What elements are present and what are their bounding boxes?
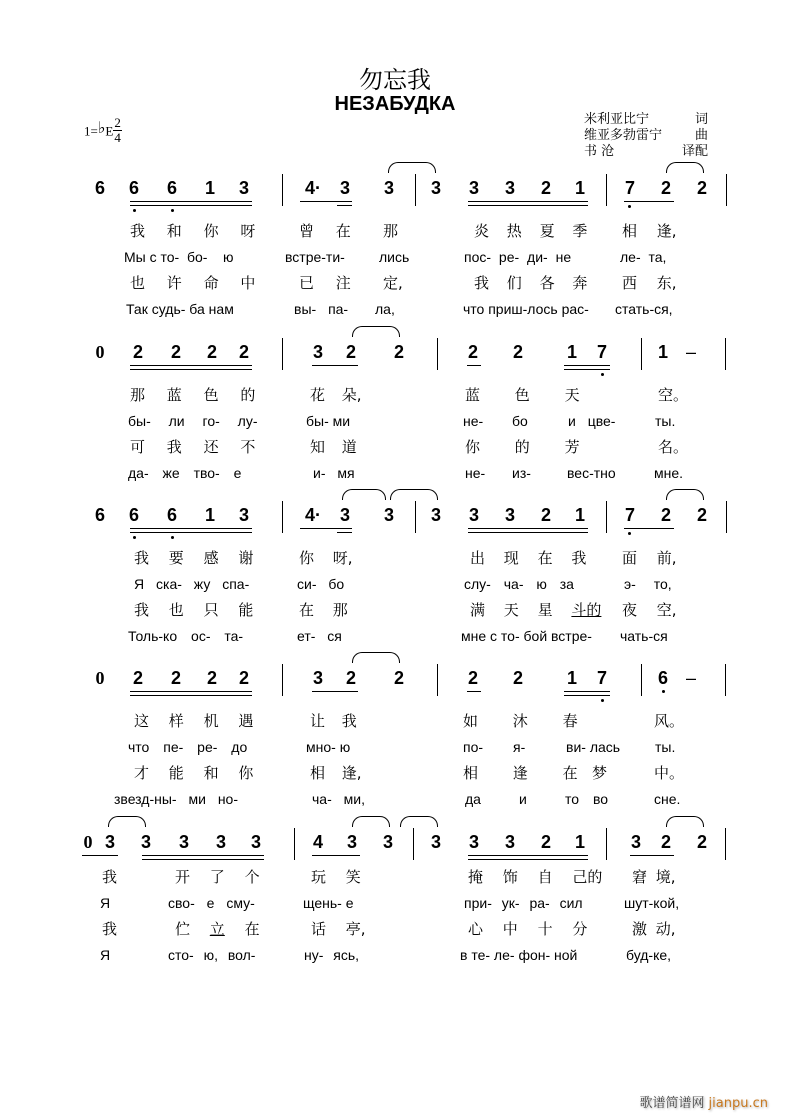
lyric-ru-verse2: ча- ми, [312,791,365,807]
note: 3 [468,505,479,525]
low-octave-dot [628,205,631,208]
note: 3 [140,832,151,852]
lyric-ru-verse2: то во [565,791,609,807]
note: 2 [696,832,707,852]
tie [352,816,390,827]
note: 3 [383,178,394,198]
lyric-cn-verse1: 那 [383,222,399,240]
lyric-cn-verse1: 开 了 个 [175,868,260,886]
sixteenth-beam [130,532,252,533]
lyric-ru-verse2: сто- ю, вол- [168,947,256,963]
lyric-ru-verse1: э- то, [624,576,672,592]
note: 3 [430,178,441,198]
note: 3 [339,505,350,525]
tie [388,162,436,173]
lyric-cn-verse2: 话 亭, [311,920,366,938]
sixteenth-beam [468,859,588,860]
lyric-ru-verse1: щень- е [303,895,354,911]
eighth-beam [630,855,674,856]
note: 3 [312,342,323,362]
sustain-dash: – [685,342,696,362]
sixteenth-beam [130,369,252,370]
lyric-cn-verse1: 窘 境, [632,868,676,886]
lyric-ru-verse2: Так судь- ба нам [126,301,234,317]
lyric-ru-verse2: вес-тно [567,465,616,481]
note: 3 [504,505,515,525]
tie [108,816,146,827]
note: 3 [178,832,189,852]
lyric-ru-verse2: и- мя [313,465,355,481]
note: 3 [382,832,393,852]
low-octave-dot [133,209,136,212]
barline [413,828,414,860]
note: 2 [345,668,356,688]
lyric-ru-verse1: пос- ре- ди- не [464,249,572,265]
lyric-ru-verse1: слу- ча- ю за [464,576,574,592]
lyric-cn-verse1: 我 [102,868,118,886]
barline [282,174,283,206]
note: 2 [660,178,671,198]
note: 1 [566,342,577,362]
note: 2 [206,668,217,688]
note: 2 [467,668,478,688]
song-title-russian: НЕЗАБУДКА [334,93,456,115]
note: 2 [660,832,671,852]
sixteenth-beam [142,859,264,860]
eighth-beam [130,201,252,202]
lyric-cn-verse2: 我 [102,920,118,938]
note: 3 [238,505,249,525]
lyric-ru-verse2: не- [465,465,486,481]
lyric-cn-verse1: 让 我 [310,712,357,730]
note: 6 [128,178,139,198]
barline [726,174,727,206]
sixteenth-beam [130,205,252,206]
lyric-cn-verse1: 我 要 感 谢 [134,549,254,567]
lyric-cn-verse2: 已 注 [299,274,351,292]
eighth-beam [564,365,610,366]
lyric-cn-verse2: 中。 [654,764,685,782]
lyric-ru-verse2: звезд-ны- ми но- [114,791,238,807]
key-prefix: 1= [84,123,98,139]
lyric-ru-verse2: что приш-лось рас- [463,301,589,317]
note: 2 [512,342,523,362]
tie [342,489,386,500]
credit-name: 米利亚比宁 [584,112,650,127]
note: 2 [467,342,478,362]
lyric-ru-verse2: стать-ся, [615,301,673,317]
lyric-cn-verse1: 那 蓝 色 的 [130,386,256,404]
note: 3 [238,178,249,198]
flat-icon: ♭ [97,120,106,138]
tie [666,489,704,500]
rest: 0 [83,832,93,852]
lyric-ru-verse1: что пе- ре- до [128,739,248,755]
note: 1 [574,178,585,198]
note: 2 [132,342,143,362]
lyric-cn-verse1: 如 沐 春 [463,712,578,730]
lyric-cn-verse2: 名。 [658,438,689,456]
lyric-cn-verse2: 夜 空, [622,601,677,619]
barline [282,501,283,533]
low-octave-dot [628,532,631,535]
note: 2 [206,342,217,362]
lyric-cn-verse2: 激 动, [632,920,676,938]
sixteenth-beam [468,532,588,533]
barline [725,664,726,696]
lyric-ru-verse1: Я [100,895,111,911]
note: 3 [468,178,479,198]
low-octave-dot [133,536,136,539]
rest: 0 [95,668,105,688]
low-octave-dot [662,690,665,693]
sixteenth-beam [337,532,352,533]
lyric-ru-verse1: бы- ли го- лу- [128,413,258,429]
note: 1 [574,832,585,852]
lyric-cn-verse1: 掩 饰 自 己的 [468,868,603,886]
eighth-beam [467,691,481,692]
time-numerator: 2 [114,115,121,130]
note: 2 [345,342,356,362]
sixteenth-beam [564,695,610,696]
eighth-beam [468,528,588,529]
credit-name: 维亚多勃雷宁 [584,128,663,143]
eighth-beam [142,855,264,856]
lyric-ru-verse2: мне с то- бой встре- [461,628,592,644]
note: 2 [170,668,181,688]
lyric-ru-verse1: шут-кой, [624,895,680,911]
note: 3 [630,832,641,852]
lyric-ru-verse1: при- ук- ра- сил [464,895,583,911]
barline [282,664,283,696]
lyric-cn-verse2: 梦 [592,764,608,782]
eighth-beam [130,365,252,366]
lyric-cn-verse2: 知 道 [310,438,357,456]
note: 2 [660,505,671,525]
note: 6 [166,505,177,525]
lyric-ru-verse2: ну- ясь, [304,947,360,963]
lyric-ru-verse2: да- же тво- е [128,465,242,481]
note: 3 [339,178,350,198]
note: 1 [204,505,215,525]
lyric-cn-verse2: 心 中 十 分 [468,920,588,938]
note: 3 [312,668,323,688]
note: 2 [696,178,707,198]
lyric-ru-verse1: Я ска- жу спа- [134,576,250,592]
sixteenth-beam [468,205,588,206]
lyric-cn-verse2: 也 许 命 中 [130,274,256,292]
note: 4· [304,178,321,198]
lyric-ru-verse2: да [465,791,481,807]
lyric-cn-verse1: 空。 [658,386,689,404]
note: 7 [596,668,607,688]
barline [415,501,416,533]
site-watermark [640,1092,768,1111]
note: 7 [624,178,635,198]
key-tonic: E [105,123,114,139]
lyric-ru-verse2: Толь-ко ос- та- [128,628,244,644]
sixteenth-beam [564,369,610,370]
tie [352,652,400,663]
eighth-beam [624,201,674,202]
sixteenth-beam [337,205,352,206]
note: 2 [512,668,523,688]
tie [666,816,704,827]
tie [400,816,438,827]
watermark-site: jianpu.cn [708,1096,768,1111]
lyric-ru-verse1: не- [463,413,484,429]
note: 2 [238,342,249,362]
lyric-ru-verse1: бо [512,413,528,429]
note: 2 [540,178,551,198]
barline [606,501,607,533]
time-denominator: 4 [114,130,121,145]
eighth-beam [312,691,358,692]
note: 4 [312,832,323,852]
note: 3 [250,832,261,852]
lyric-ru-verse1: ты. [655,739,676,755]
note: 3 [504,832,515,852]
low-octave-dot [171,536,174,539]
eighth-beam [467,365,481,366]
credits [584,112,708,160]
lyric-cn-verse2: 满 天 星 斗的 [470,601,602,619]
note: 2 [393,342,404,362]
lyric-cn-verse1: 你 呀, [299,549,353,567]
lyric-cn-verse2: 在 那 [299,601,348,619]
lyric-ru-verse1: я- [513,739,526,755]
barline [437,338,438,370]
barline [606,174,607,206]
eighth-beam [624,528,674,529]
low-octave-dot [601,699,604,702]
note: 2 [540,832,551,852]
lyric-cn-verse1: 我 和 你 呀 [130,222,256,240]
lyric-ru-verse1: ле- та, [620,249,667,265]
lyric-ru-verse1: ви- лась [566,739,621,755]
note: 2 [238,668,249,688]
tie [390,489,438,500]
lyric-cn-verse1: 风。 [654,712,685,730]
eighth-beam [130,528,252,529]
lyric-cn-verse2: 相 逢 在 [463,764,578,782]
credit-role: 译配 [681,144,708,159]
eighth-beam [468,855,588,856]
barline [641,664,642,696]
note: 1 [204,178,215,198]
barline [415,174,416,206]
note: 2 [696,505,707,525]
lyric-ru-verse1: лись [379,249,410,265]
low-octave-dot [171,209,174,212]
lyric-cn-verse1: 这 样 机 遇 [134,712,254,730]
lyric-ru-verse2: из- [512,465,531,481]
barline [437,664,438,696]
song-title-chinese: 勿忘我 [359,66,431,94]
barline [725,338,726,370]
lyric-cn-verse1: 相 逢, [622,222,677,240]
lyric-ru-verse2: чать-ся [620,628,668,644]
tie [666,162,704,173]
barline [641,338,642,370]
lyric-ru-verse1: по- [463,739,484,755]
lyric-ru-verse1: Мы с то- бо- ю [124,249,234,265]
note: 3 [346,832,357,852]
lyric-ru-verse1: си- бо [297,576,345,592]
lyric-ru-verse2: в те- ле- фон- ной [460,947,578,963]
lyric-ru-verse1: встре-ти- [285,249,345,265]
note: 6 [94,505,105,525]
note: 2 [393,668,404,688]
note: 1 [657,342,668,362]
lyric-cn-verse1: 曾 在 [299,222,351,240]
lyric-ru-verse2: ла, [375,301,395,317]
note: 7 [596,342,607,362]
barline [294,828,295,860]
credit-lyricist [584,112,708,128]
barline [726,501,727,533]
lyric-ru-verse2: сне. [654,791,681,807]
lyric-cn-verse1: 花 朵, [310,386,362,404]
rest: 0 [95,342,105,362]
lyric-cn-verse2: 相 逢, [310,764,362,782]
note: 3 [430,505,441,525]
note: 3 [468,832,479,852]
note: 2 [540,505,551,525]
credit-name: 书 沧 [584,144,615,159]
lyric-cn-verse1: 面 前, [622,549,677,567]
note: 4· [304,505,321,525]
time-signature [113,116,122,145]
credit-role: 曲 [694,128,708,143]
credit-translator [584,144,708,160]
note: 3 [104,832,115,852]
barline [606,828,607,860]
lyric-ru-verse1: мно- ю [306,739,351,755]
sixteenth-beam [130,695,252,696]
lyric-cn-verse1: 出 现 在 我 [470,549,587,567]
lyric-ru-verse2: Я [100,947,111,963]
key-signature [84,115,122,147]
barline [725,828,726,860]
credit-composer [584,128,708,144]
lyric-ru-verse2: ет- ся [297,628,342,644]
lyric-ru-verse2: мне. [654,465,684,481]
watermark-text: 歌谱简谱网 [639,1096,705,1111]
note: 3 [430,832,441,852]
note: 2 [170,342,181,362]
note: 7 [624,505,635,525]
note: 3 [383,505,394,525]
lyric-ru-verse2: вы- па- [294,301,349,317]
lyric-ru-verse1: и цве- [568,413,616,429]
note: 6 [94,178,105,198]
credit-role: 词 [694,112,708,127]
note: 6 [166,178,177,198]
note: 1 [566,668,577,688]
lyric-cn-verse2: 定, [383,274,403,292]
eighth-beam [130,691,252,692]
lyric-cn-verse1: 蓝 色 天 [465,386,580,404]
eighth-beam [312,855,360,856]
barline [282,338,283,370]
note: 3 [504,178,515,198]
lyric-cn-verse2: 我 们 各 奔 [474,274,588,292]
tie [352,326,400,337]
lyric-ru-verse1: бы- ми [306,413,351,429]
eighth-beam [312,365,358,366]
note: 6 [128,505,139,525]
low-octave-dot [601,373,604,376]
lyric-ru-verse1: сво- е сму- [168,895,255,911]
note: 2 [132,668,143,688]
note: 1 [574,505,585,525]
lyric-ru-verse2: и [519,791,527,807]
lyric-ru-verse2: буд-ке, [626,947,672,963]
note: 3 [215,832,226,852]
lyric-cn-verse1: 玩 笑 [311,868,361,886]
eighth-beam [82,855,118,856]
lyric-cn-verse2: 伫 立 在 [175,920,260,938]
sustain-dash: – [685,668,696,688]
note: 6 [657,668,668,688]
lyric-cn-verse2: 我 也 只 能 [134,601,254,619]
lyric-ru-verse1: ты. [655,413,676,429]
lyric-cn-verse2: 西 东, [622,274,677,292]
eighth-beam [300,201,352,202]
lyric-cn-verse2: 可 我 还 不 [130,438,256,456]
eighth-beam [564,691,610,692]
lyric-cn-verse2: 你 的 芳 [465,438,580,456]
lyric-cn-verse1: 炎 热 夏 季 [474,222,588,240]
lyric-cn-verse2: 才 能 和 你 [134,764,254,782]
eighth-beam [468,201,588,202]
eighth-beam [300,528,352,529]
